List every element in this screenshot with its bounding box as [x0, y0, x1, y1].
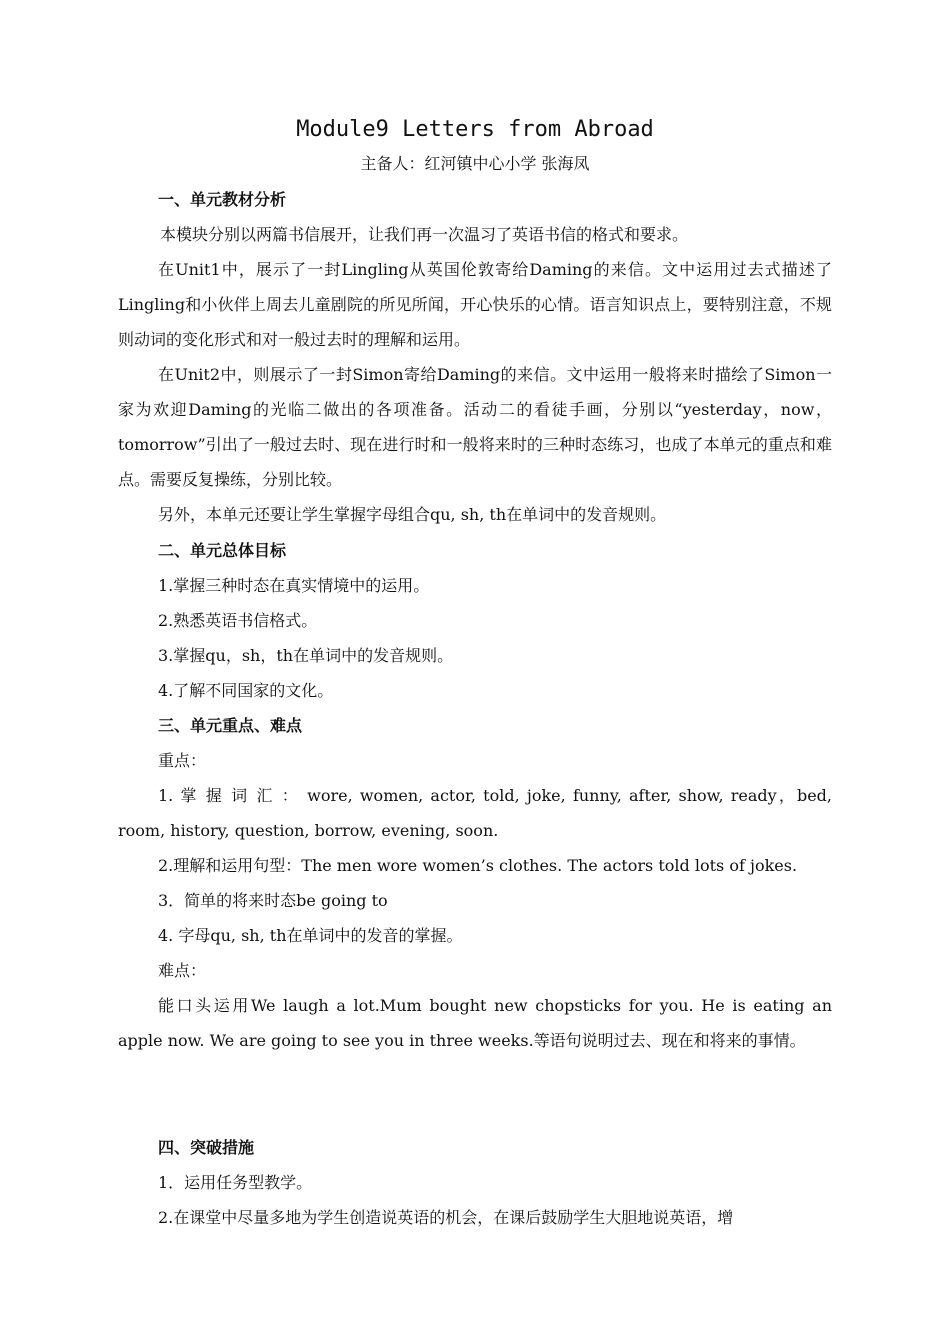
list-item: 3.掌握qu，sh，th在单词中的发音规则。 — [158, 646, 454, 665]
key-point: 4. 字母qu, sh, th在单词中的发音的掌握。 — [158, 926, 463, 945]
list-item: 2.在课堂中尽量多地为学生创造说英语的机会，在课后鼓励学生大胆地说英语，增 — [158, 1208, 734, 1227]
document-title: Module9 Letters from Abroad — [296, 117, 654, 142]
paragraph: 在Unit1中，展示了一封Lingling从英国伦敦寄给Daming的来信。文中运用过去式描述了Lingling和小伙伴上周去儿童剧院的所见所闻，开心快乐的心情。语言知识点上，要特别注意，不规则动词的变化形式和对一般过去时的理解和运用。 — [118, 260, 832, 349]
list-item: 2.熟悉英语书信格式。 — [158, 611, 318, 630]
list-item: 1.掌握三种时态在真实情境中的运用。 — [158, 576, 430, 595]
paragraph: 另外，本单元还要让学生掌握字母组合qu, sh, th在单词中的发音规则。 — [158, 505, 667, 524]
section-heading: 四、突破措施 — [158, 1138, 255, 1157]
key-points-label: 重点： — [158, 751, 207, 770]
list-item: 1．运用任务型教学。 — [158, 1173, 313, 1192]
key-point: 2.理解和运用句型：The men wore women’s clothes. The actors told lots of jokes. — [158, 856, 798, 875]
list-item: 4.了解不同国家的文化。 — [158, 681, 334, 700]
key-point: 1. 掌 握 词 汇 ： wore, women, actor, told, joke, funny, after, show, ready，bed, room, history, question, borrow, evening, soon. — [118, 786, 832, 840]
paragraph: 在Unit2中，则展示了一封Simon寄给Daming的来信。文中运用一般将来时描绘了Simon一家为欢迎Daming的光临二做出的各项准备。活动二的看徒手画，分别以“yesterday，now，tomorrow”引出了一般过去时、现在进行时和一般将来时的三种时态练习，也成了本单元的重点和难点。需要反复操练，分别比较。 — [118, 365, 832, 489]
section-4 — [118, 1130, 832, 1235]
section-heading: 二、单元总体目标 — [158, 541, 287, 560]
section-heading: 一、单元教材分析 — [158, 190, 287, 209]
key-point: 3．简单的将来时态be going to — [158, 891, 388, 910]
section-heading: 三、单元重点、难点 — [158, 716, 303, 735]
section-2 — [118, 533, 832, 708]
document-author: 主备人：红河镇中心小学 张海凤 — [360, 154, 590, 173]
paragraph: 本模块分别以两篇书信展开，让我们再一次温习了英语书信的格式和要求。 — [160, 225, 689, 244]
difficulty-text: 能口头运用We laugh a lot.Mum bought new chopsticks for you. He is eating an apple now. We are going to see you in three weeks.等语句说明过去、现在和将来的事情。 — [118, 996, 832, 1050]
section-3 — [118, 708, 832, 1058]
difficulty-label: 难点： — [158, 961, 207, 980]
section-1 — [118, 182, 832, 532]
